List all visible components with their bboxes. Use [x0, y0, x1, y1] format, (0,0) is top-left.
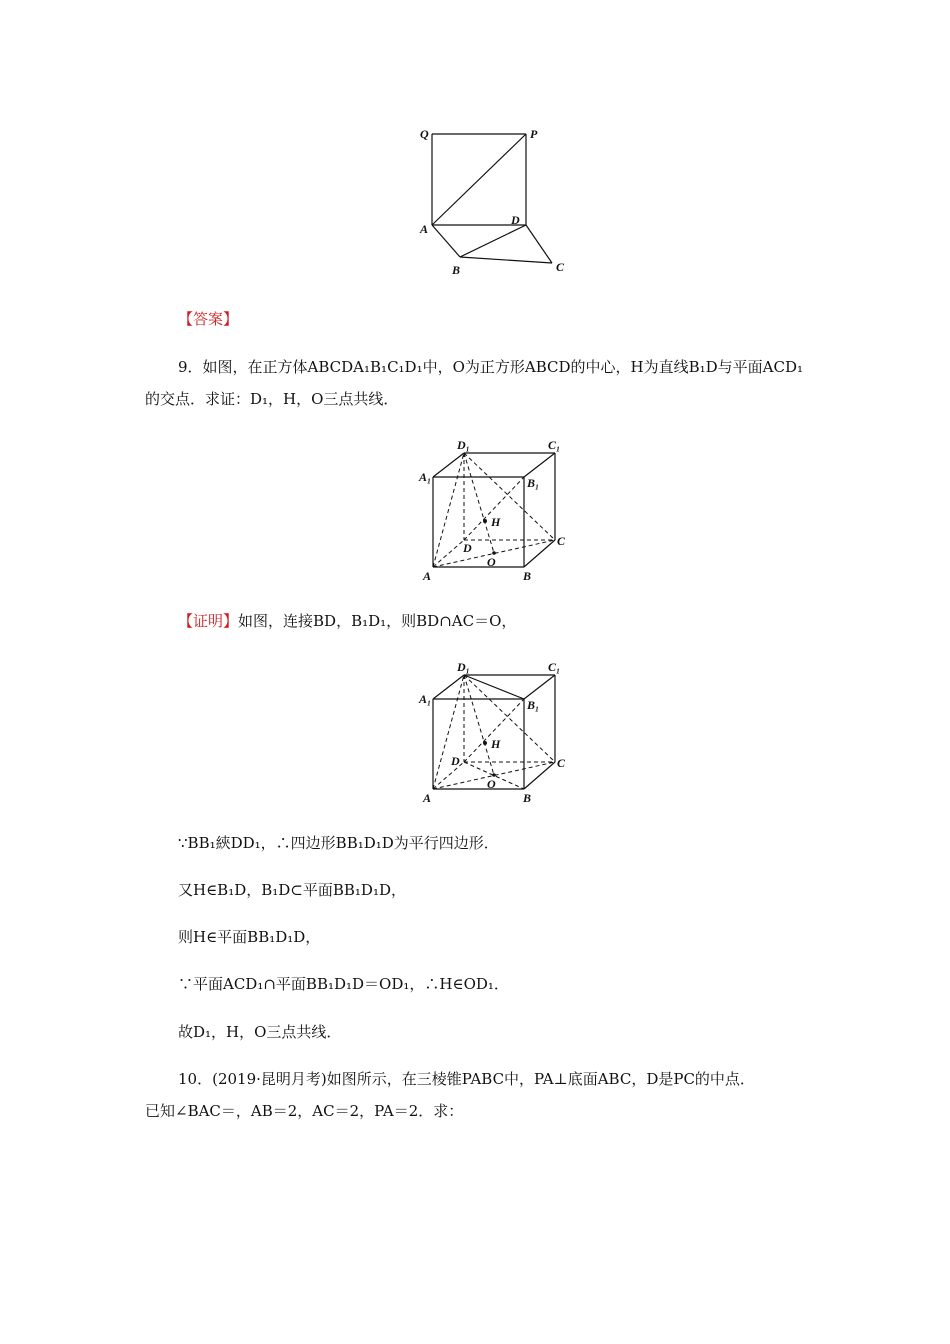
label-p: P: [530, 127, 538, 141]
answer-tag: 【答案】: [178, 310, 239, 328]
label-a: A: [423, 569, 432, 583]
proof-step-2: 又H∈B₁D，B₁D⊂平面BB₁D₁D，: [178, 881, 407, 899]
label-a1: A₁: [419, 692, 432, 706]
proof-intro-text: 如图，连接BD，B₁D₁，则BD∩AC＝O，: [238, 612, 517, 630]
figure-cube-1: [405, 435, 580, 585]
label-b: B: [452, 263, 461, 277]
label-o: O: [487, 777, 496, 791]
proof-tag: 【证明】: [178, 612, 239, 630]
label-d: D: [451, 754, 460, 768]
label-c: C: [557, 756, 566, 770]
answer-heading: [178, 304, 238, 334]
label-o: O: [487, 555, 496, 569]
problem-9-line-1: 9．如图，在正方体ABCDA₁B₁C₁D₁中，O为正方形ABCD的中心，H为直线B₁D与平面ACD₁: [178, 358, 804, 376]
label-b: B: [523, 569, 532, 583]
label-d1: D₁: [457, 660, 470, 674]
proof-step-5: 故D₁，H，O三点共线．: [178, 1023, 342, 1041]
label-a: A: [423, 791, 432, 805]
label-a: A: [420, 222, 429, 236]
label-c1: C₁: [548, 660, 561, 674]
problem-10-line-1: 10．(2019·昆明月考)如图所示，在三棱锥PABC中，PA⊥底面ABC，D是PC的中点．: [178, 1070, 755, 1088]
proof-step-3: 则H∈平面BB₁D₁D，: [178, 928, 321, 946]
label-c: C: [556, 260, 565, 274]
label-d: D: [511, 213, 520, 227]
label-h: H: [491, 737, 501, 751]
label-c: C: [557, 534, 566, 548]
label-b1: B₁: [527, 476, 540, 490]
figure-cube-2: [405, 657, 580, 807]
problem-9-line-2: 的交点．求证：D₁，H，O三点共线．: [145, 390, 399, 408]
label-q: Q: [420, 127, 429, 141]
proof-step-1: ∵BB₁綊DD₁，∴四边形BB₁D₁D为平行四边形．: [178, 834, 499, 852]
proof-intro: [178, 606, 516, 636]
figure-square-pyramid: [410, 120, 580, 285]
label-a1: A₁: [419, 470, 432, 484]
label-c1: C₁: [548, 438, 561, 452]
label-d1: D₁: [457, 438, 470, 452]
label-b1: B₁: [527, 698, 540, 712]
label-b: B: [523, 791, 532, 805]
problem-10-line-2: 已知∠BAC＝，AB＝2，AC＝2，PA＝2．求：: [145, 1102, 464, 1120]
label-d: D: [463, 541, 472, 555]
proof-step-4: ∵平面ACD₁∩平面BB₁D₁D＝OD₁，∴H∈OD₁．: [178, 975, 509, 993]
label-h: H: [491, 515, 501, 529]
